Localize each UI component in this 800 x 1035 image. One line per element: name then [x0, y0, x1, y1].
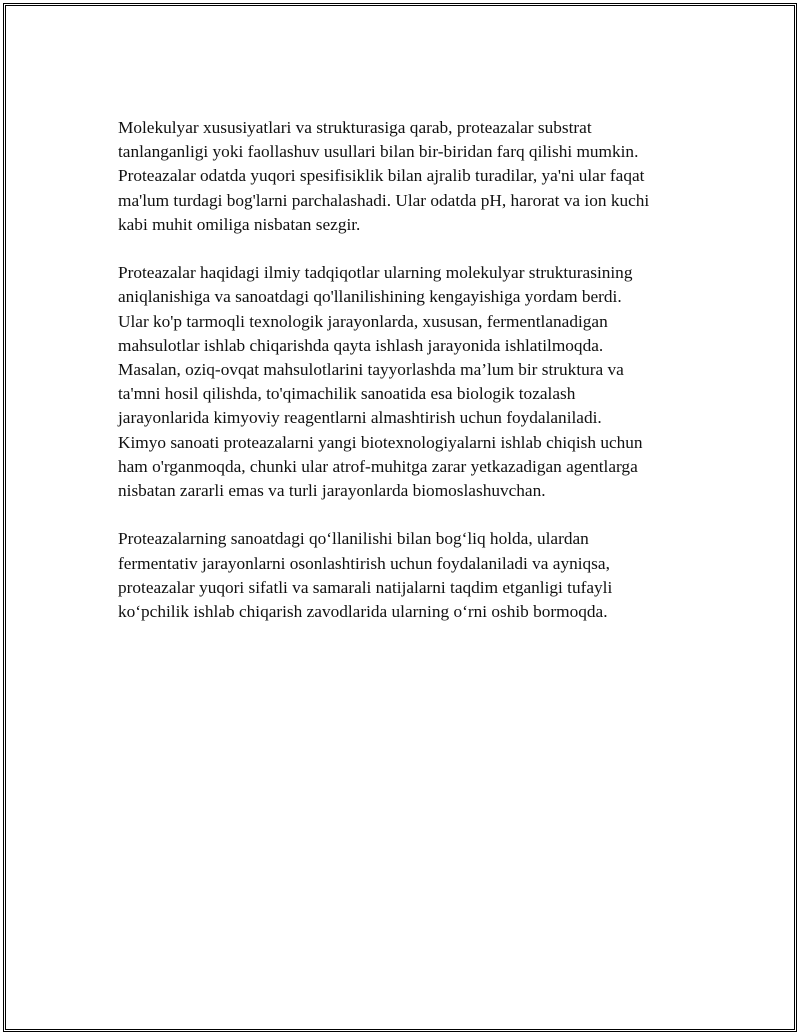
paragraph-3 [118, 527, 678, 624]
text-line: ma'lum turdagi bog'larni parchalashadi. Ular odatda pH, harorat va ion kuchi [118, 190, 650, 210]
text-line: Kimyo sanoati proteazalarni yangi biotexnologiyalarni ishlab chiqish uchun [118, 432, 643, 452]
text-line: Proteazalar haqidagi ilmiy tadqiqotlar ularning molekulyar strukturasining [118, 263, 633, 283]
text-line: mahsulotlar ishlab chiqarishda qayta ishlash jarayonida ishlatilmoqda. [118, 335, 604, 355]
paragraph-2 [118, 261, 678, 503]
text-line: proteazalar yuqori sifatli va samarali natijalarni taqdim etganligi tufayli [118, 577, 613, 597]
text-line: ta'mni hosil qilishda, to'qimachilik sanoatida esa biologik tozalash [118, 384, 576, 404]
text-line: aniqlanishiga va sanoatdagi qo'llanilishining kengayishiga yordam berdi. [118, 287, 622, 307]
text-line: nisbatan zararli emas va turli jarayonlarda biomoslashuvchan. [118, 481, 546, 501]
text-line: jarayonlarida kimyoviy reagentlarni almashtirish uchun foydalaniladi. [118, 408, 602, 428]
text-line: tanlanganligi yoki faollashuv usullari bilan bir-biridan farq qilishi mumkin. [118, 142, 639, 162]
text-line: Molekulyar xususiyatlari va strukturasiga qarab, proteazalar substrat [118, 118, 592, 137]
text-line: kabi muhit omiliga nisbatan sezgir. [118, 214, 361, 234]
paragraph-1 [118, 116, 678, 237]
text-line: Masalan, oziq-ovqat mahsulotlarini tayyorlashda ma’lum bir struktura va [118, 360, 624, 380]
text-line: ko‘pchilik ishlab chiqarish zavodlarida ularning o‘rni oshib bormoqda. [118, 602, 608, 622]
text-line: Proteazalarning sanoatdagi qo‘llanilishi bilan bog‘liq holda, ulardan [118, 529, 589, 549]
text-line: Ular ko'p tarmoqli texnologik jarayonlarda, xususan, fermentlanadigan [118, 311, 608, 331]
text-line: Proteazalar odatda yuqori spesifisiklik bilan ajralib turadilar, ya'ni ular faqat [118, 166, 645, 186]
text-line: fermentativ jarayonlarni osonlashtirish uchun foydalaniladi va ayniqsa, [118, 553, 610, 573]
text-line: ham o'rganmoqda, chunki ular atrof-muhitga zarar yetkazadigan agentlarga [118, 456, 638, 476]
document-body [118, 116, 678, 648]
